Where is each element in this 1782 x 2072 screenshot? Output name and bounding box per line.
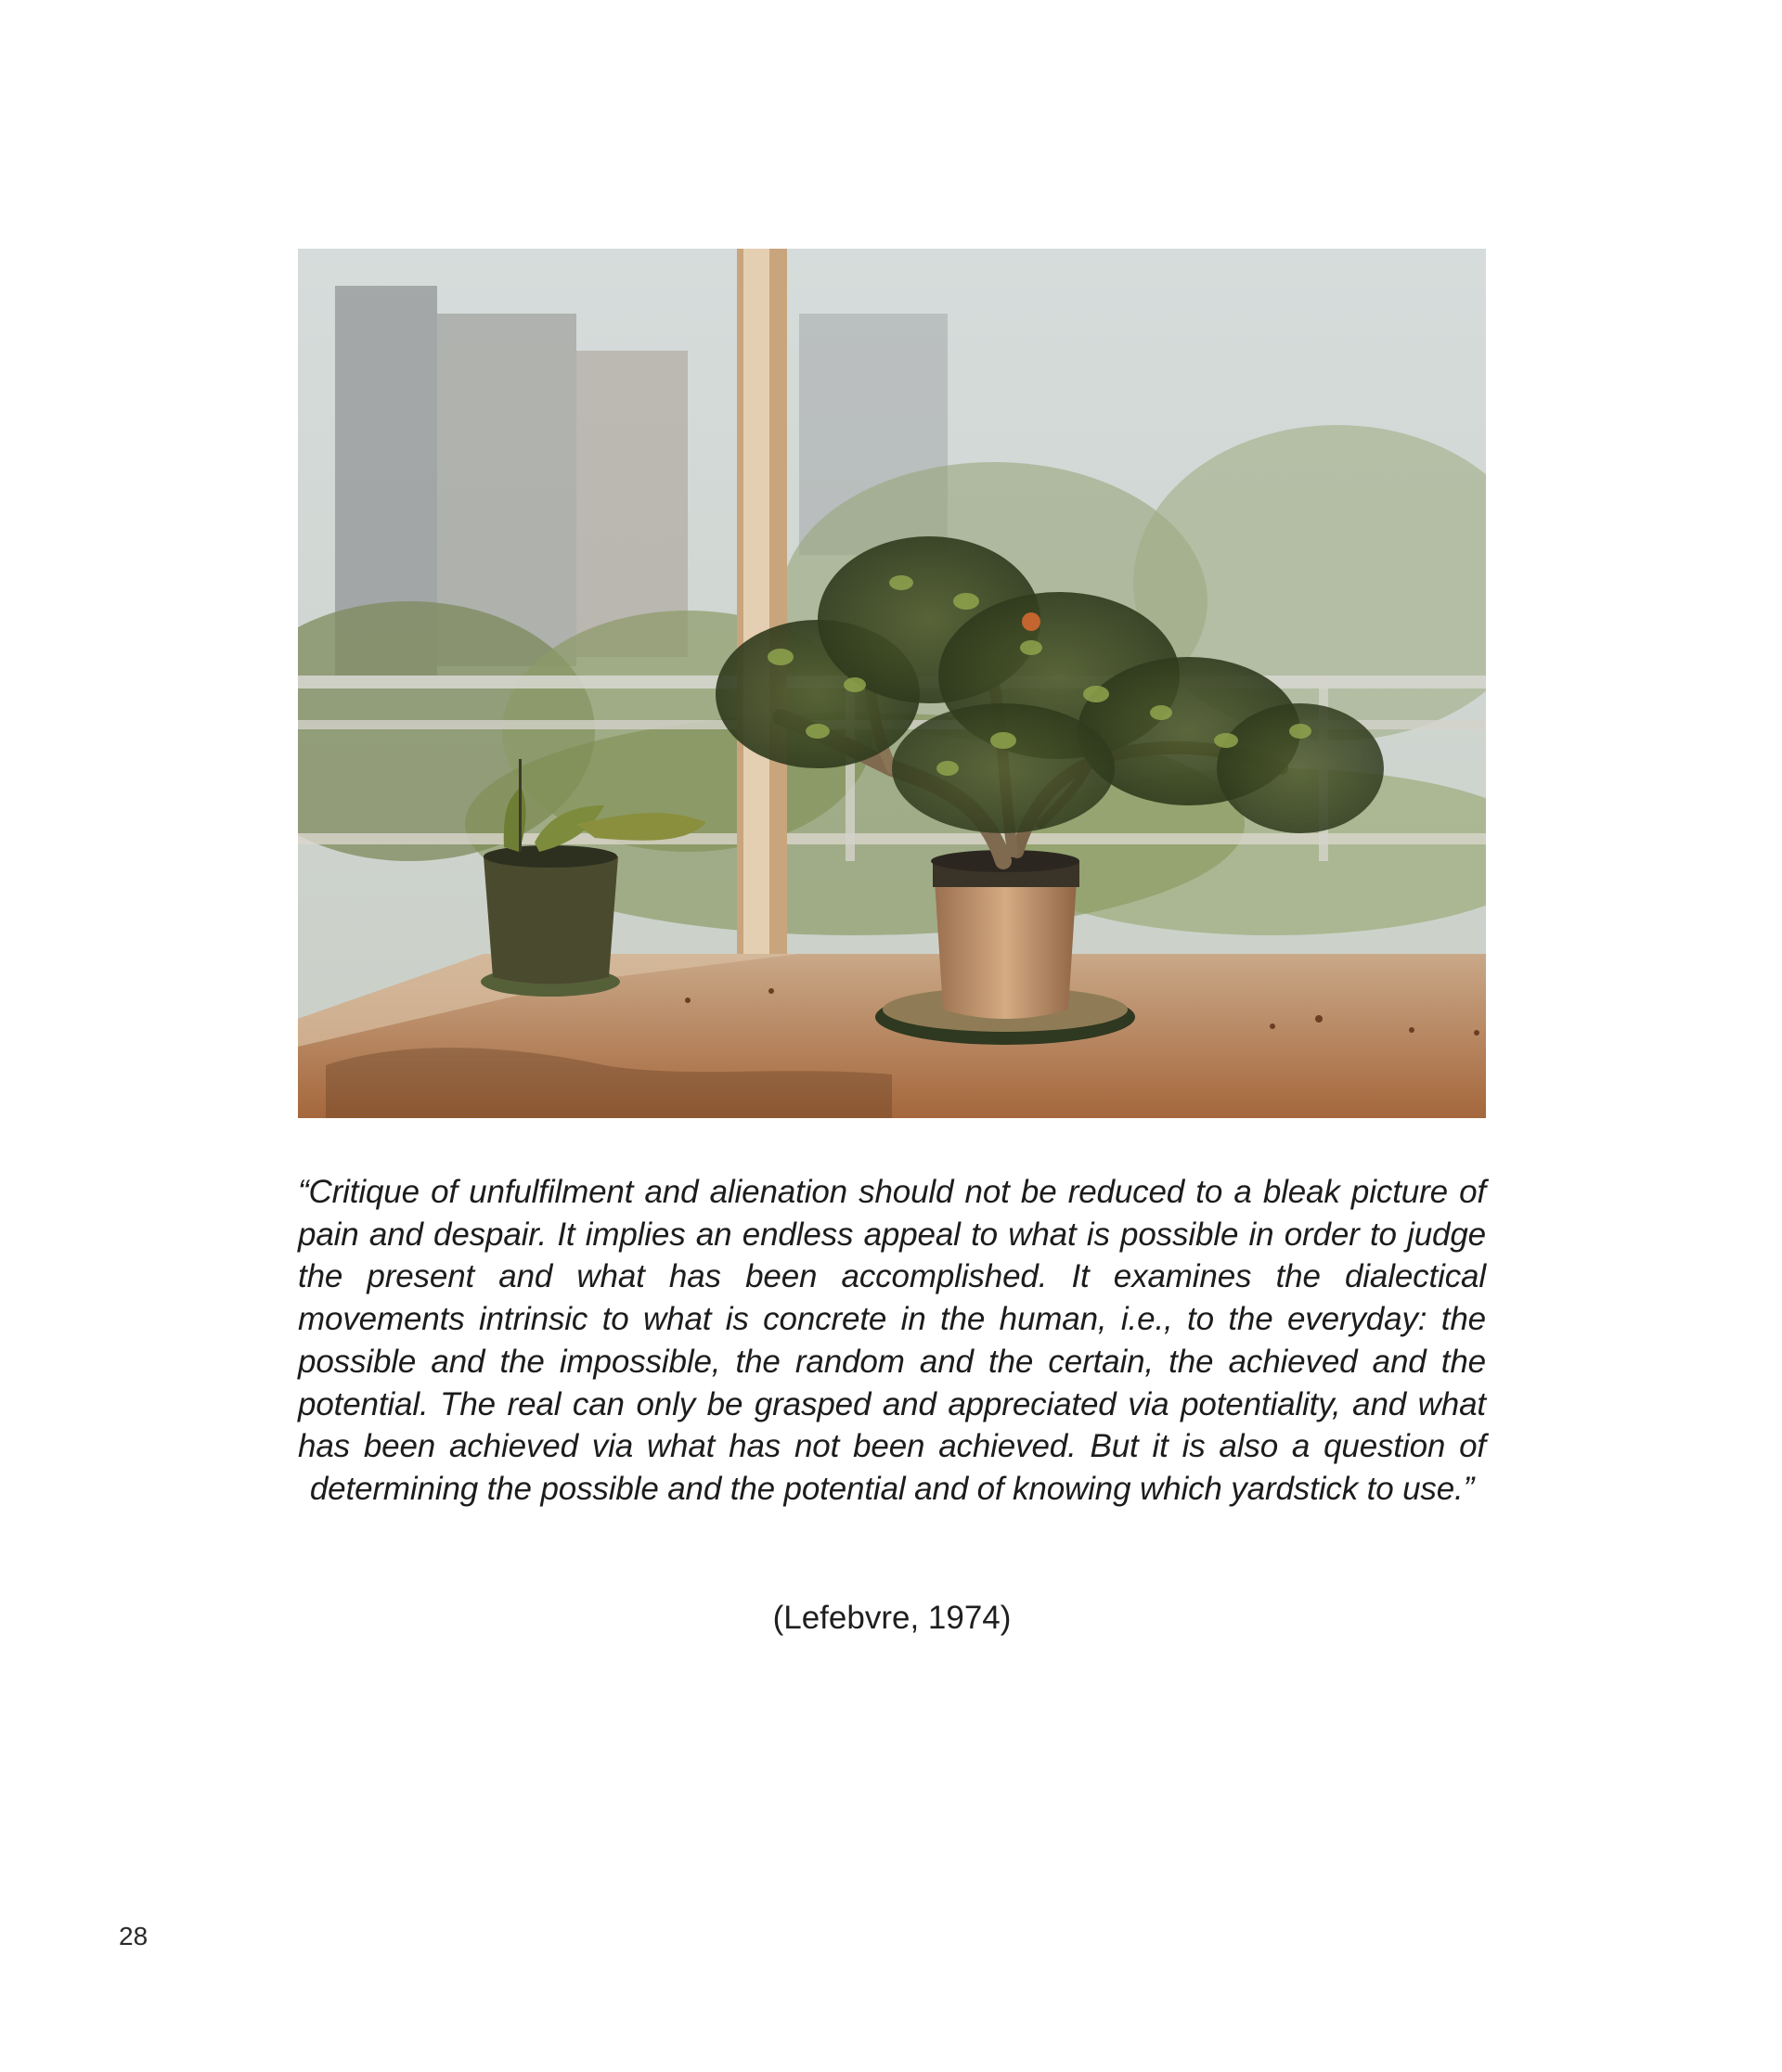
page-number: 28	[119, 1922, 148, 1950]
quote-text: “Critique of unfulfilment and alienation should not be reduced to a bleak picture of pain and despair. It implies an endless appeal to what is possible in order to judge the present and what has been accomplished. It examines the dialectical movements intrinsic to what is concrete in the human, i.e., to the everyday: the possible and the impossible, the random and the certain, the achieved and the potential. The real can only be grasped and appreciated via potentiality, and what has been achieved via what has not been achieved. But it is also a question of determining the possible and the potential and of knowing which yardstick to use.”	[298, 1174, 1486, 1507]
photograph-plants-by-window	[298, 249, 1486, 1118]
quote-citation: (Lefebvre, 1974)	[772, 1600, 1012, 1636]
